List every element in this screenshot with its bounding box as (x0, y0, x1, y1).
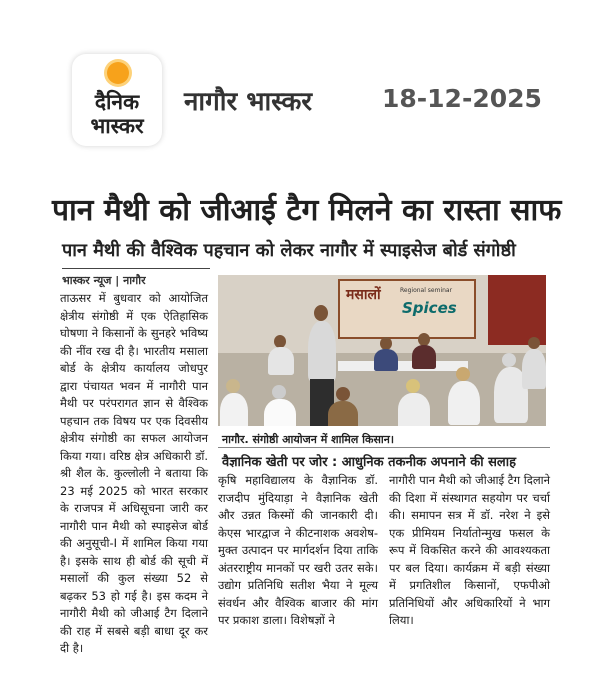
dainik-bhaskar-logo (72, 54, 162, 146)
photo-caption: नागौर. संगोष्ठी आयोजन में शामिल किसान। (222, 433, 395, 446)
sun-icon (107, 62, 129, 84)
speaker-figure (308, 321, 336, 381)
panelist-figure (412, 345, 436, 369)
audience-figure (522, 349, 546, 389)
byline-rule (62, 268, 210, 269)
spices-board-banner (338, 279, 476, 339)
banner-title: मसालों (346, 287, 381, 303)
audience-figure (328, 401, 358, 426)
logo-line2: भास्कर (90, 114, 144, 138)
article-subheadline: पान मैथी की वैश्विक पहचान को लेकर नागौर में स्पाइसेज बोर्ड संगोष्ठी (62, 240, 516, 261)
logo-line1: दैनिक (94, 90, 140, 114)
caption-rule (218, 447, 550, 448)
section-heading: वैज्ञानिक खेती पर जोर : आधुनिक तकनीक अपनाने की सलाह (222, 455, 517, 470)
audience-head (528, 337, 540, 349)
speaker-head (314, 305, 328, 321)
audience-head (226, 379, 240, 393)
banner-spices: Spices (402, 299, 457, 317)
banner-subtitle: Regional seminar (400, 287, 453, 294)
audience-head (456, 367, 470, 381)
panelist-figure (268, 347, 294, 375)
article-headline: पान मैथी को जीआई टैग मिलने का रास्ता साफ (52, 193, 562, 228)
audience-head (336, 387, 350, 401)
audience-figure (220, 393, 248, 426)
audience-figure (398, 393, 430, 426)
audience-head (502, 353, 516, 367)
byline: भास्कर न्यूज | नागौर (62, 274, 146, 287)
mid-column-text: कृषि महाविद्यालय के वैज्ञानिक डॉ. राजदीप मुंदियाड़ा ने वैज्ञानिक खेती और उन्नत किस्मों की जानकारी दी। केएस भारद्वाज ने कीटनाशक अवशेष-मुक्त उत्पादन पर मार्गदर्शन दिया ताकि अंतरराष्ट्रीय मानकों पर खरी उतर सके। उद्योग प्रतिनिधि सतीश भैया ने मूल्य संवर्धन और वैश्विक बाजार की मांग पर प्रकाश डाला। विशेषज्ञों ने (218, 473, 378, 627)
audience-head (406, 379, 420, 393)
edition-name: नागौर भास्कर (184, 87, 312, 117)
audience-figure (448, 381, 480, 425)
publication-date: 18-12-2025 (382, 84, 542, 113)
audience-figure (264, 399, 296, 426)
left-column-text: ताऊसर में बुधवार को आयोजित क्षेत्रीय संगोष्ठी में एक ऐतिहासिक घोषणा ने किसानों के सुनहरे भविष्य की नींव रख दी है। भारतीय मसाला बोर्ड के क्षेत्रीय कार्यालय जोधपुर द्वारा पंचायत भवन में नागौरी पान मैथी पर परंपरागत ज्ञान से वैश्विक पहचान तक विषय पर एक दिवसीय क्षेत्रीय संगोष्ठी का सफल आयोजन किया गया। वरिष्ठ क्षेत्र अधिकारी डॉ. श्री शैल के. कुल्लोली ने बताया कि 23 मई 2025 को भारत सरकार के राजपत्र में अधिसूचना जारी कर नागौरी पान मैथी को स्पाइसेज बोर्ड की अनुसूची-I में शामिल किया गया है। इसके साथ ही बोर्ड की सूची में मसालों की कुल संख्या 52 से बढ़कर 53 हो गई है। इस कदम ने नागौरी मैथी को जीआई टैग दिलाने की राह में सबसे बड़ी बाधा दूर कर दी है। (60, 291, 208, 655)
panelist-figure (374, 349, 398, 371)
seminar-photo (218, 275, 546, 426)
masthead (0, 0, 600, 160)
photo-table (338, 361, 468, 371)
right-column-text: नागौरी पान मैथी को जीआई टैग दिलाने की दिशा में संस्थागत सहयोग पर चर्चा की। समापन सत्र में डॉ. नरेश ने इसे एक प्रीमियम निर्यातोन्मुख फसल के रूप में विकसित करने की आवश्यकता पर बल दिया। कार्यक्रम में बड़ी संख्या में प्रगतिशील किसानों, एफपीओ प्रतिनिधियों और अधिकारियों ने भाग लिया। (389, 473, 550, 627)
audience-head (272, 385, 286, 399)
photo-red-backdrop (488, 275, 546, 345)
